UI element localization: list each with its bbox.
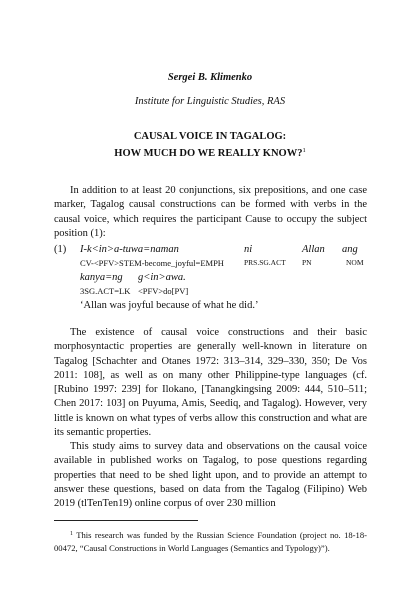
example-word: Allan (302, 244, 325, 255)
gloss-item: PN (302, 258, 312, 267)
example-translation: ‘Allan was joyful because of what he did.’ (80, 300, 259, 311)
paragraph-1: In addition to at least 20 conjunctions, six prepositions, and one case marker, Tagalog causal constructions can be formed with verbs in the causal voice, which requires the participant Cause to occupy the subject position (1): (54, 185, 367, 239)
footnote-marker: 1 (70, 531, 73, 537)
paragraph-2: The existence of causal voice constructions and their basic morphosyntactic properties are generally well-known in literature on Tagalog [Schachter and Otanes 1972: 313–314, 329–330, 350; De Vos 2011: 108], as well as on many other Philippine-type languages (cf. [Rubino 1997: 239] for Ilokano, [Tanangkingsing 2009: 444, 510–511; Chen 2017: 103] on Puyuma, Amis, Seediq, and Tagalog). However, very little is known on what types of verbs allow this construction and what are its semantic properties. (54, 327, 367, 439)
author-name: Sergei B. Klimenko (167, 72, 253, 83)
footnote-text: This research was funded by the Russian Science Foundation (project no. 18-18-00472, “Causal Constructions in World Languages (Semantics and Typology)”). (54, 530, 367, 553)
example-word: ang (342, 244, 358, 255)
gloss-item: CV-<PFV>STEM-become_joyful=EMPH (80, 258, 224, 268)
gloss-item: PRS.SG.ACT (244, 258, 286, 267)
gloss-item: <PFV>do[PV] (138, 286, 189, 296)
example-word: kanya=ng (80, 272, 123, 283)
title-line-1: CAUSAL VOICE IN TAGALOG: (133, 131, 287, 142)
gloss-item: 3SG.ACT=LK (80, 286, 131, 296)
paragraph-3: This study aims to survey data and observations on the causal voice available in published works on Tagalog, to pose questions regarding properties that need to be shed light upon, and to provide an attempt to answer these questions, based on data from the Tagalog (Filipino) Web 2019 (tlTenTen19) online corpus of over 230 million (54, 441, 367, 510)
footnote (54, 528, 367, 554)
example-word: ni (244, 244, 253, 255)
example-number: (1) (54, 244, 67, 255)
gloss-item: NOM (346, 258, 364, 267)
example-word: g<in>awa. (138, 272, 186, 283)
title-line-2-text: HOW MUCH DO WE REALLY KNOW? (114, 148, 303, 159)
title-line-2 (0, 144, 420, 161)
footnote-divider (54, 520, 198, 521)
example-word: I-k<in>a-tuwa=naman (80, 244, 179, 255)
title-footnote-marker: 1 (302, 147, 306, 154)
author-affiliation: Institute for Linguistic Studies, RAS (134, 96, 286, 107)
paper-title (0, 130, 420, 161)
